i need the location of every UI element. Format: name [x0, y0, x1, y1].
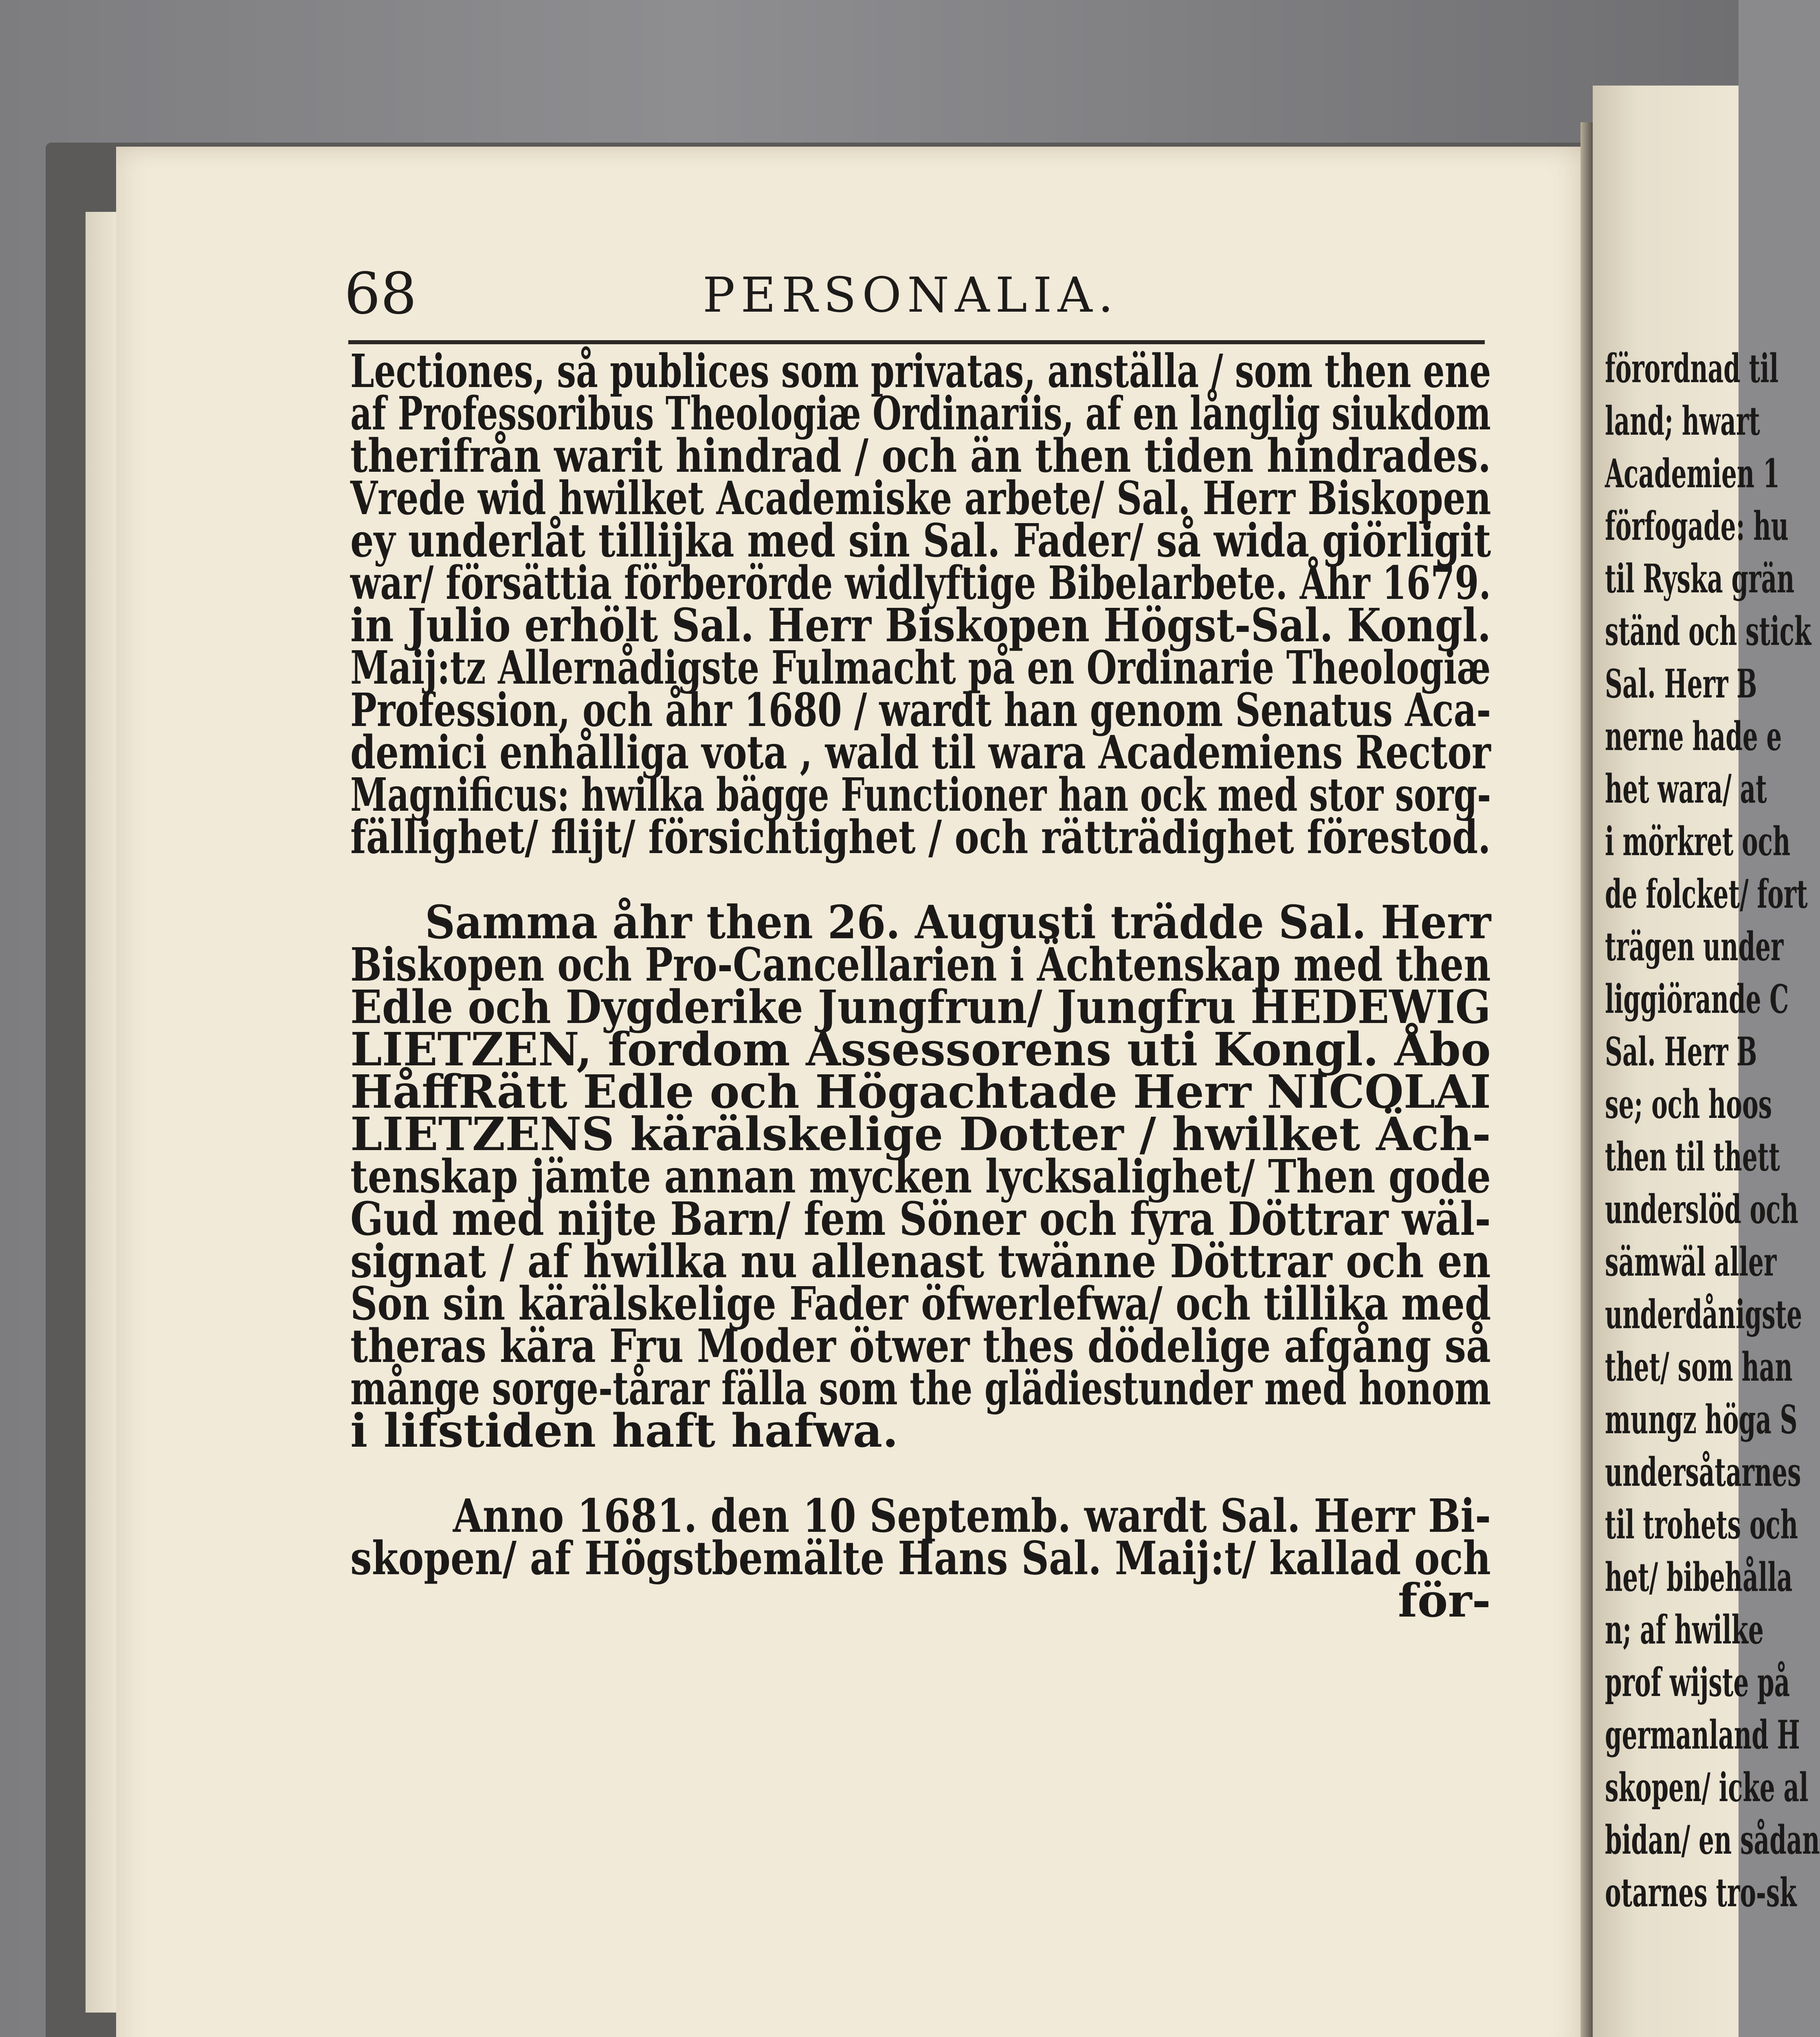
text-line: skopen/ icke al: [1605, 1764, 1809, 1810]
text-line: til trohets och: [1605, 1502, 1798, 1548]
text-line: theras kära Fru Moder ötwer thes dödelige afgång så: [350, 1320, 1491, 1373]
text-line: Anno 1681. den 10 Septemb. wardt Sal. Herr Bi-: [453, 1489, 1491, 1543]
text-line: de folcket/ fort: [1605, 871, 1808, 917]
text-line: land; hwart: [1605, 398, 1760, 444]
text-line: Sal. Herr B: [1605, 661, 1757, 707]
text-line: ey underlåt tillijka med sin Sal. Fader/ så wida giörligit: [350, 514, 1491, 568]
text-line: trägen under: [1605, 924, 1784, 970]
text-line: Biskopen och Pro-Cancellarien i Ächtenskap med then: [350, 938, 1491, 992]
text-line: prof wijste på: [1605, 1659, 1790, 1705]
text-line: Samma åhr then 26. Augusti trädde Sal. Herr: [425, 896, 1491, 949]
running-title: PERSONALIA.: [703, 267, 1119, 323]
facing-page: [1593, 86, 1820, 2037]
text-line: thet/ som han: [1605, 1344, 1793, 1390]
catchword: för-: [1398, 1574, 1491, 1628]
text-line: LIETZENS kärälskelige Dotter / hwilket Äch-: [350, 1108, 1491, 1161]
text-line: fällighet/ flijt/ försichtighet / och rätträdighet förestod.: [350, 811, 1491, 864]
text-line: signat / af hwilka nu allenast twänne Döttrar och en: [350, 1235, 1491, 1288]
text-line: in Julio erhölt Sal. Herr Biskopen Högst-Sal. Kongl.: [350, 599, 1491, 652]
text-line: Sal. Herr B: [1605, 1029, 1757, 1075]
text-line: Edle och Dygderike Jungfrun/ Jungfru HEDEWIG: [350, 981, 1491, 1034]
text-line: Magnificus: hwilka bägge Functioner han ock med stor sorg-: [350, 768, 1491, 822]
text-line: förordnad til: [1605, 345, 1779, 392]
text-line: bidan/ en sådan: [1605, 1817, 1820, 1863]
text-line: ständ och stick: [1605, 608, 1811, 654]
text-line: het/ bibehålla: [1605, 1554, 1793, 1600]
text-line: LIETZEN, fordom Assessorens uti Kongl. Åbo: [350, 1023, 1491, 1076]
text-line: Son sin kärälskelige Fader öfwerlefwa/ och tillika med: [350, 1277, 1491, 1331]
text-line: Academien 1: [1605, 451, 1780, 497]
text-line: germanland H: [1605, 1712, 1800, 1758]
header-rule: [348, 340, 1485, 344]
page-number: 68: [344, 261, 417, 327]
text-line: månge sorge-tårar fälla som the glädiestunder med honom: [350, 1362, 1491, 1415]
text-line: Lectiones, så publices som privatas, anställa / som then ene: [350, 345, 1491, 398]
text-line: Gud med nijte Barn/ fem Söner och fyra Döttrar wäl-: [350, 1192, 1491, 1246]
body-text: [350, 345, 1491, 1628]
text-line: tenskap jämte annan mycken lycksalighet/ Then gode: [350, 1150, 1491, 1203]
text-line: mungz höga S: [1605, 1397, 1798, 1443]
text-line: HåffRätt Edle och Högachtade Herr NICOLAI: [350, 1065, 1491, 1119]
text-line: i lifstiden haft hafwa.: [350, 1404, 899, 1458]
text-line: se; och hoos: [1605, 1081, 1772, 1127]
text-line: war/ försättia förberörde widlyftige Bibelarbete. Åhr 1679.: [350, 557, 1491, 610]
text-line: skopen/ af Högstbemälte Hans Sal. Maij:t/ kallad och: [350, 1532, 1491, 1585]
text-line: i mörkret och: [1605, 818, 1791, 865]
text-line: undersåtarnes: [1605, 1449, 1801, 1495]
text-line: sämwäl aller: [1605, 1239, 1777, 1285]
text-line: n; af hwilke: [1605, 1607, 1764, 1653]
text-line: Maij:tz Allernådigste Fulmacht på en Ordinarie Theologiæ: [350, 641, 1491, 695]
text-line: underdånigste: [1605, 1291, 1802, 1337]
text-line: demici enhålliga vota , wald til wara Academiens Rector: [350, 726, 1491, 779]
text-line: therifrån warit hindrad / och än then tiden hindrades.: [350, 429, 1491, 483]
facing-page-text: [1605, 342, 1820, 1919]
text-line: til Ryska grän: [1605, 556, 1795, 602]
text-line: het wara/ at: [1605, 766, 1767, 812]
text-line: then til thett: [1605, 1134, 1780, 1180]
text-line: nerne hade e: [1605, 713, 1782, 759]
text-line: otarnes tro-sk: [1605, 1870, 1797, 1916]
text-line: förfogade: hu: [1605, 503, 1789, 549]
text-line: Vrede wid hwilket Academiske arbete/ Sal. Herr Biskopen: [350, 472, 1491, 525]
text-line: Profession, och åhr 1680 / wardt han genom Senatus Aca-: [350, 684, 1491, 737]
text-line: underslöd och: [1605, 1186, 1798, 1232]
page-header: [344, 261, 1493, 342]
text-line: af Professoribus Theologiæ Ordinariis, af en långlig siukdom: [350, 387, 1491, 440]
text-line: liggiörande C: [1605, 976, 1789, 1022]
